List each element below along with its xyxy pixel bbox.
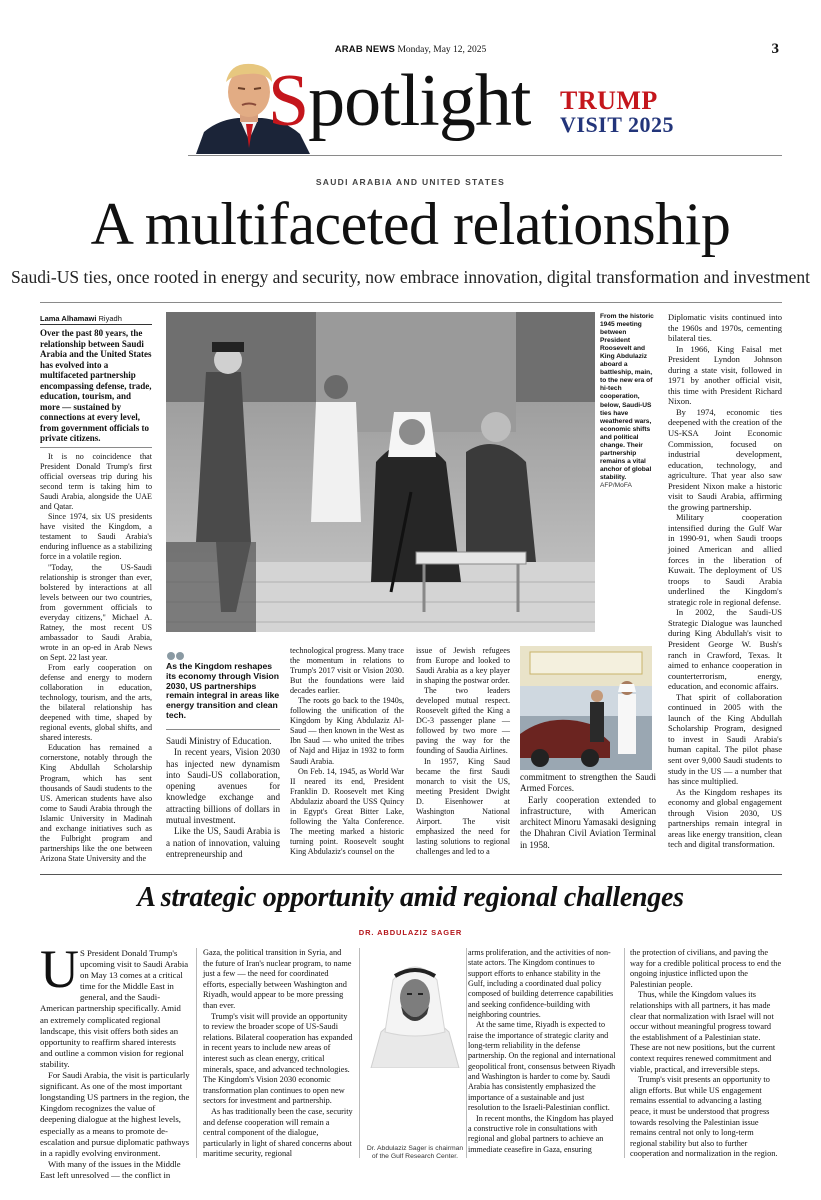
masthead-rule: [188, 155, 782, 156]
paragraph: Diplomatic visits continued into the 1960s and 1970s, cementing bilateral ties.: [668, 312, 782, 344]
drop-cap: U: [40, 939, 79, 999]
paragraph: S President Donald Trump's upcoming visit to Saudi Arabia on May 13 comes at a critical time for the Middle East in general, and the Saudi-American partnership specifically. Amid an extremely complicated regional landscape, this visit offers both sides an opportunity to reaffirm shared interests and outline a common vision for regional stability.: [40, 948, 189, 1069]
story-column-6: [668, 312, 782, 850]
section-title-spotlight: [268, 56, 530, 146]
paragraph: arms proliferation, and the activities of non-state actors. The Kingdom continues to support efforts to enhance stability in the Gulf, including a coordinated dual policy composed of building deterrence capabilities and seeking confidence-building with neighboring countries.: [468, 948, 614, 1020]
visit-label-line1: TRUMP: [560, 86, 658, 115]
paragraph: Military cooperation intensified during the Gulf War in 1990-91, when Saudi troops joined American and allied forces in the liberation of Kuwait. The deployment of US troops to Saudi Arabia underlined the Kingdom's strategic role in regional defense.: [668, 512, 782, 607]
paragraph: the protection of civilians, and paving the way for a credible political process to end the ongoing injustice inflicted upon the Palestinian people.: [630, 948, 782, 989]
story-column-2: [166, 736, 280, 860]
paragraph: On Feb. 14, 1945, as World War II neared its end, President Franklin D. Roosevelt met King Abdulaziz aboard the USS Quincy in Egypt's Great Bitter Lake, following the Yalta Conference. The meeting marked a historic turning point. Roosevelt sought King Abdulaziz's counsel on the: [290, 766, 404, 856]
column-divider: [624, 948, 625, 1158]
paragraph: In recent months, the Kingdom has played a constructive role in consultations with regional and global partners to achieve an immediate ceasefire in Gaza, ensuring: [468, 1113, 614, 1154]
paragraph: With many of the issues in the Middle East left unresolved — the conflict in: [40, 1158, 181, 1180]
story-column-1: [40, 452, 152, 864]
paragraph: Like the US, Saudi Arabia is a nation of innovation, valuing entrepreneurship and: [166, 826, 280, 859]
drop-cap-spacer: [40, 948, 80, 994]
paragraph: At the same time, Riyadh is expected to raise the importance of strategic clarity and long-term reliability in the defense partnership. On the regional and international geopolitical front, consensus between Riyadh and Washington is harder to come by. Saudi Arabia has consistently emphasized the importance of a sustainable and just resolution to the Israeli-Palestinian conflict.: [468, 1020, 616, 1113]
story-column-4: [416, 646, 510, 857]
paragraph: The roots go back to the 1940s, following the unification of the Kingdom by King Abdulaziz Al-Saud — then known in the West as Ibn Saud — who united the tribes of Najd and Hijaz in 1932 to form Saudi Arabia.: [290, 696, 404, 766]
pullquote-rule: [166, 729, 280, 730]
historic-meeting-photo: [166, 312, 595, 632]
paragraph: Trump's visit presents an opportunity to align efforts. But while US engagement remains essential to advancing a lasting peace, it must be understood that progress towards resolving the Palestinian issue remains central not only to long-term regional stability but also to further cooperation and normalization in the region.: [630, 1075, 778, 1159]
page-number: 3: [771, 41, 779, 57]
column-divider: [466, 948, 467, 1158]
paragraph: Thus, while the Kingdom values its relationships with all partners, it has made clear that normalization with Israel will not occur without meaningful progress toward the establishment of a Palestinian state. These are not new positions, but the current context requires renewed commitment and viable, practical, and irreversible steps.: [630, 990, 776, 1074]
paragraph: technological progress. Many trace the momentum in relations to Trump's 2017 visit or Vision 2030. But the foundations were laid decades earlier.: [290, 646, 404, 696]
column-divider: [359, 948, 360, 1158]
photo-caption-text: From the historic 1945 meeting between President Roosevelt and King Abdulaziz aboard a battleship, main, to the new era of hi-tech cooperation, below, Saudi-US ties have weathered wars, economic shifts and political change. Their partnership remains a vital anchor of global stability.: [600, 313, 654, 481]
paragraph: As has traditionally been the case, security and defense cooperation will remain a central component of the dialogue, particularly in light of shared concerns about maritime security, regional: [203, 1106, 353, 1159]
paragraph: Saudi Ministry of Education.: [166, 736, 272, 746]
photo-credit: AFP/MoFA: [600, 481, 632, 489]
column-divider: [196, 948, 197, 1158]
story-headline: A multifaceted relationship: [90, 191, 731, 257]
paragraph: Trump's visit will provide an opportunity to review the broader scope of US-Saudi relations. Bilateral cooperation has expanded in recent years to include new areas of interest such as clean energy, critical minerals, space, and advanced technologies. The Kingdom's Vision 2030 economic transformation plan continues to open new sectors for investment and partnership.: [203, 1011, 353, 1106]
section-title-initial: S: [268, 60, 309, 142]
paragraph: In 1966, King Faisal met President Lyndon Johnson during a state visit, followed in 1971 by another official visit, this time with President Richard Nixon.: [668, 343, 782, 407]
byline-place: Riyadh: [98, 314, 122, 323]
paragraph: For Saudi Arabia, the visit is particularly significant. As one of the most important longstanding US partners in the region, the Kingdom recognizes the value of deepening dialogue at the highest levels, especially as a means to promote de-escalation and pursue diplomatic pathways in a rapidly evolving environment.: [40, 1070, 190, 1158]
photo-caption: [600, 313, 658, 490]
second-story-column-3: [468, 948, 618, 1155]
paragraph: commitment to strengthen the Saudi Armed Forces.: [520, 772, 656, 794]
paragraph: The two leaders developed mutual respect. Roosevelt gifted the King a DC-3 passenger plane — followed by two more — paving the way for the founding of Saudia Airlines.: [416, 686, 510, 756]
story-intro: Over the past 80 years, the relationship between Saudi Arabia and the United States has evolved into a multifaceted partnership encompassing defense, trade, education, tourism, and more — sustained by connections at every level, from government officials to private citizens.: [40, 328, 152, 444]
story-column-5: [520, 772, 656, 851]
folio-line: [0, 44, 821, 55]
paragraph: As the Kingdom reshapes its economy and global engagement through Vision 2030, US partnerships remain integral in areas like energy transition, clean tech and digital transformation.: [668, 786, 782, 850]
paragraph: In 1957, King Saud became the first Saudi monarch to visit the US, meeting President Dwight D. Eisenhower at Washington National Airport. The visit emphasized the need for lasting solutions to regional challenges and led to a: [416, 756, 510, 856]
second-story-column-2: [203, 948, 353, 1160]
paragraph: That spirit of collaboration continued in 2005 with the launch of the King Abdullah Scholarship Program, designed to invest in Saudi Arabia's human capital. The pilot phase sent over 9,000 Saudi students to study in the US — a number that has since multiplied.: [668, 691, 782, 787]
tech-cooperation-photo: [520, 646, 652, 770]
story-separator-rule: [40, 874, 782, 875]
story-column-3: [290, 646, 404, 857]
visit-label: [560, 86, 675, 137]
second-story-column-4: [630, 948, 782, 1160]
paragraph: In 2002, the Saudi-US Strategic Dialogue was launched during King Abdullah's visit to President George W. Bush's ranch in Crawford, Texas. It aimed to enhance cooperation in counterterrorism, energy, education, and economic affairs.: [668, 607, 782, 692]
story-kicker: SAUDI ARABIA AND UNITED STATES: [315, 177, 506, 187]
visit-label-line2: VISIT 2025: [560, 112, 675, 137]
story-byline: [40, 314, 150, 323]
publication-name: ARAB NEWS: [334, 44, 396, 55]
paragraph: Gaza, the political transition in Syria, and the future of Iran's nuclear program, to name just a few — the need for coordinated efforts, especially between Washington and Riyadh, would appear to be more pressing than ever.: [203, 948, 352, 1010]
story-deck: Saudi-US ties, once rooted in energy and security, now embrace innovation, digital transformation and investment: [11, 267, 810, 287]
paragraph: It is no coincidence that President Donald Trump's first official overseas trip during his second term is taking him to Saudi Arabia, alongside the UAE and Qatar.: [40, 452, 152, 512]
paragraph: From early cooperation on defense and energy to modern collaboration in education, technology, tourism, and the arts, the bilateral relationship has deepened with time, shaped by regional events, global shifts, and shared interests.: [40, 662, 152, 743]
paragraph: In recent years, Vision 2030 has injected new dynamism into Saudi-US collaboration, opening avenues for knowledge exchange and attracting billions of dollars in mutual investment.: [166, 747, 280, 826]
byline-name: Lama Alhamawi: [40, 314, 97, 323]
section-title-rest: potlight: [308, 60, 531, 142]
pull-quote: As the Kingdom reshapes its economy through Vision 2030, US partnerships remain integral in areas like energy transition and clean tech.: [166, 661, 280, 720]
issue-date: Monday, May 12, 2025: [397, 45, 487, 55]
paragraph: "Today, the US-Saudi relationship is stronger than ever, bolstered by interactions at all levels between our two countries, from government officials to everyday citizens," Michael A. Ratney, the most recent US ambassador to Saudi Arabia, wrote in an op-ed in Arab News on Sept. 22 last year.: [40, 562, 152, 662]
paragraph: Education has remained a cornerstone, notably through the King Abdullah Scholarship Program, which has sent thousands of Saudi students to the US. American students have also come to Saudi Arabia through the Islamic University in Madinah and exchange initiatives such as the Fulbright program and partnerships like the one between Arizona State University and the: [40, 743, 152, 863]
byline-rule: [40, 324, 152, 325]
paragraph: By 1974, economic ties deepened with the creation of the US-KSA Joint Economic Commission, focused on industrial development, education, technology, and agriculture. That year also saw President Nixon make a historic visit to Saudi Arabia, affirming the growing partnership.: [668, 406, 782, 512]
second-story-headline: A strategic opportunity amid regional challenges: [137, 882, 684, 913]
paragraph: Since 1974, six US presidents have visited the Kingdom, a testament to Saudi Arabia's enduring influence as a stabilizing force in a volatile region.: [40, 512, 152, 562]
author-photo-caption: Dr. Abdulaziz Sager is chairman of the Gulf Research Center.: [366, 1145, 464, 1161]
second-story-byline: DR. ABDULAZIZ SAGER: [358, 928, 463, 937]
intro-rule: [40, 447, 152, 448]
author-portrait: [365, 948, 465, 1068]
paragraph: issue of Jewish refugees from Europe and looked to Saudi Arabia as a key player in shaping the postwar order.: [416, 646, 510, 686]
deck-rule: [40, 302, 782, 303]
second-story-column-1: [40, 948, 190, 1181]
paragraph: Early cooperation extended to infrastructure, with American architect Minoru Yamasaki designing the Dhahran Civil Aviation Terminal in 1958.: [520, 794, 656, 850]
